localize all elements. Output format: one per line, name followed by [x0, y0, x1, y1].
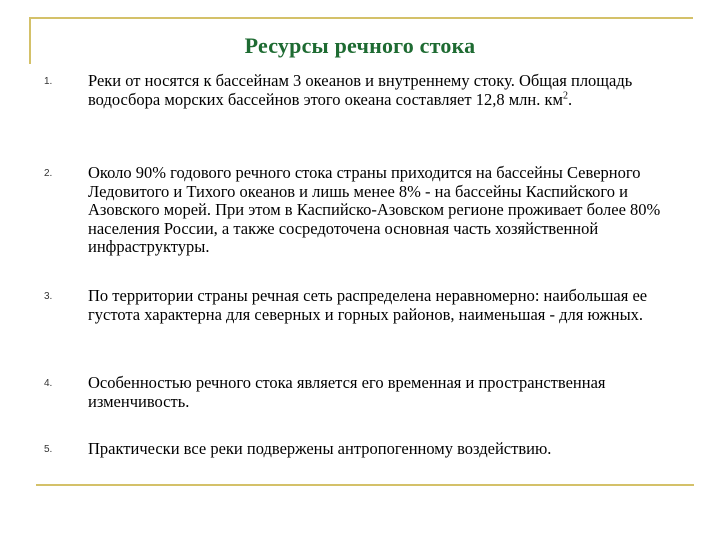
list-item-text: По территории страны речная сеть распределена неравномерно: наибольшая ее густота характерна для северных и горных районов, наименьшая - для южных. — [88, 286, 648, 324]
frame-bottom-line — [36, 484, 694, 486]
frame-top-line — [29, 17, 693, 19]
list-item-text: Реки от носятся к бассейнам 3 океанов и внутреннему стоку. Общая площадь водосбора морских бассейнов этого океана составляет 12,8 млн. $км^2$. — [88, 71, 633, 109]
list-item-text: Практически все реки подвержены антропогенному воздействию. — [88, 439, 552, 458]
list-item-number: 4. — [44, 378, 53, 389]
list-item-text: Около 90% годового речного стока страны приходится на бассейны Северного Ледовитого и Тихого океанов и лишь менее 8% - на бассейны Каспийского и Азовского морей. При этом в Каспийско-Азовском регионе проживает более 80% населения России, а также сосредоточена основная часть хозяйственной инфраструктуры. — [88, 163, 661, 256]
list-item-text: Особенностью речного стока является его временная и пространственная изменчивость. — [88, 373, 606, 411]
list-item-number: 3. — [44, 291, 53, 302]
list-item-number: 2. — [44, 168, 53, 179]
superscript-two: 2 — [562, 90, 568, 101]
slide-title: Ресурсы речного стока — [244, 33, 476, 58]
list-item-number: 1. — [44, 76, 53, 87]
list-item-number: 5. — [44, 444, 53, 455]
